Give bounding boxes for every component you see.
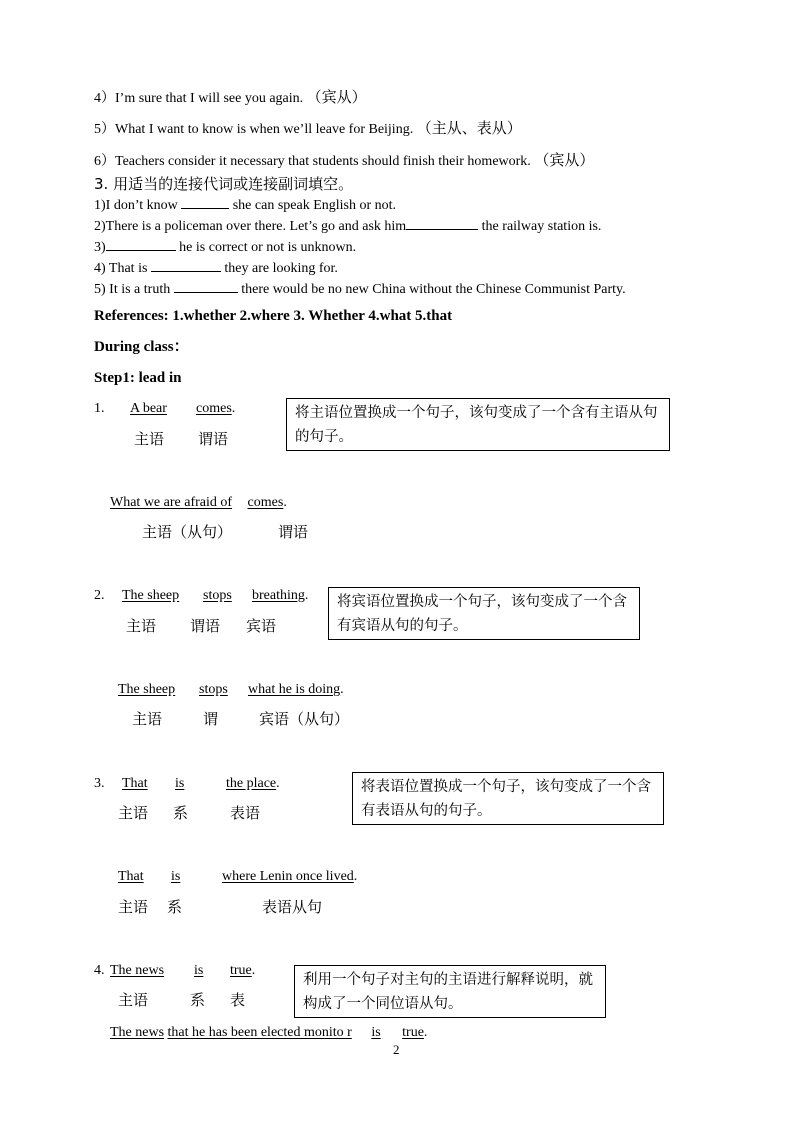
ex1-subject-text: A bear <box>130 401 167 416</box>
ex2-object-text: breathing <box>252 588 305 603</box>
q4-text-before: 4) That is <box>94 261 148 276</box>
exercise-q1 <box>94 199 396 213</box>
q3-blank <box>106 250 176 251</box>
ex4-predicative-text: true <box>230 963 252 978</box>
exercise-q2 <box>94 220 601 234</box>
exercise-q3 <box>94 241 356 255</box>
ex3-label-clause: 表语从句 <box>262 898 323 916</box>
ex1-label-verb: 谓语 <box>198 430 229 448</box>
ex1-verb <box>196 402 235 416</box>
ex4-label-link: 系 <box>190 991 206 1009</box>
ex2-label-clause: 宾语（从句） <box>259 710 350 728</box>
ex2-label-verb: 谓语 <box>190 617 221 635</box>
q1-blank <box>181 208 229 209</box>
ex1-label-verb-2: 谓语 <box>278 523 309 541</box>
ex3-subject-2: That <box>118 869 144 884</box>
ex2-label-subject-2: 主语 <box>132 710 163 728</box>
ex1-verb-2: comes <box>247 495 284 510</box>
exercise-q4 <box>94 262 338 276</box>
ex3-note-box: 将表语位置换成一个句子，该句变成了一个含有表语从句的句子。 <box>352 772 664 825</box>
ex2-note-box: 将宾语位置换成一个句子，该句变成了一个含有宾语从句的句子。 <box>328 587 640 640</box>
ex2-subject: The sheep <box>122 588 180 603</box>
ex2-period: . <box>304 588 309 603</box>
sentence-5-note: （主从、表从） <box>416 119 522 137</box>
ex1-label-clause: 主语（从句） <box>142 523 233 541</box>
ex4-appositive-clause: that he has been elected monito r <box>167 1025 352 1040</box>
q3-text-before: 3) <box>94 240 106 255</box>
q5-text-after: there would be no new China without the Chinese Communist Party. <box>241 282 626 297</box>
ex3-predicative <box>226 777 280 791</box>
q2-text-after: the railway station is. <box>481 219 602 234</box>
ex2-number: 2. <box>94 588 105 603</box>
ex1-verb-text: comes <box>196 401 232 416</box>
ex3-predicative-clause-text: where Lenin once lived <box>222 869 354 884</box>
ex3-label-link: 系 <box>173 804 189 822</box>
sentence-6-note: （宾从） <box>534 151 595 169</box>
q2-text-before: 2)There is a policeman over there. Let’s go and ask him <box>94 219 407 234</box>
ex3-link: is <box>175 776 185 791</box>
ex4-link: is <box>194 963 204 978</box>
ex1-subject-clause: What we are afraid of <box>110 495 233 510</box>
ex1-number: 1. <box>94 401 105 416</box>
q1-text-after: she can speak English or not. <box>232 198 397 213</box>
sentence-4 <box>94 90 367 106</box>
q5-blank <box>174 292 238 293</box>
ex1-clause-line <box>110 496 287 510</box>
during-class-heading: During class： <box>94 339 189 355</box>
ex3-label-link-2: 系 <box>167 898 183 916</box>
sentence-5 <box>94 121 522 137</box>
exercise-q5 <box>94 283 626 297</box>
q5-text-before: 5) It is a truth <box>94 282 171 297</box>
sentence-4-note: （宾从） <box>306 88 367 106</box>
q4-text-after: they are looking for. <box>224 261 338 276</box>
references: References: 1.whether 2.where 3. Whether 4.what 5.that <box>94 308 453 324</box>
ex1-period: . <box>231 401 236 416</box>
ex2-label-verb-2: 谓 <box>203 710 219 728</box>
ex3-subject: That <box>122 776 148 791</box>
ex3-period: . <box>276 776 280 791</box>
ex4-label-subject: 主语 <box>118 991 149 1009</box>
ex4-predicative-2: true <box>402 1025 424 1040</box>
sentence-4-en: 4）I’m sure that I will see you again. <box>94 91 304 106</box>
ex2-subject-2: The sheep <box>118 682 176 697</box>
ex2-period-2: . <box>340 682 344 697</box>
ex4-link-2: is <box>371 1025 381 1040</box>
ex3-number: 3. <box>94 776 105 791</box>
ex3-period-2: . <box>353 869 358 884</box>
q4-blank <box>151 271 221 272</box>
ex2-verb: stops <box>203 588 232 603</box>
ex2-label-subject: 主语 <box>126 617 157 635</box>
sentence-6 <box>94 153 594 169</box>
q2-blank <box>406 229 478 230</box>
ex2-object-clause <box>248 683 344 697</box>
ex4-note-box: 利用一个句子对主句的主语进行解释说明，就构成了一个同位语从句。 <box>294 965 606 1018</box>
ex4-subject-2: The news <box>110 1025 165 1040</box>
page-number: 2 <box>393 1042 400 1057</box>
ex3-label-subject: 主语 <box>118 804 149 822</box>
ex4-period: . <box>251 963 256 978</box>
ex1-label-subject: 主语 <box>134 430 165 448</box>
ex1-note-box: 将主语位置换成一个句子，该句变成了一个含有主语从句的句子。 <box>286 398 670 451</box>
q1-text-before: 1)I don’t know <box>94 198 178 213</box>
ex3-label-predicative: 表语 <box>230 804 261 822</box>
ex4-period-2: . <box>423 1025 428 1040</box>
ex2-label-object: 宾语 <box>246 617 277 635</box>
ex2-object-clause-text: what he is doing <box>248 682 341 697</box>
ex2-object <box>252 589 308 603</box>
step1-heading: Step1: lead in <box>94 370 182 386</box>
exercise-heading: 3. 用适当的连接代词或连接副词填空。 <box>94 175 354 193</box>
ex3-label-subject-2: 主语 <box>118 898 149 916</box>
ex4-number: 4. <box>94 963 105 978</box>
ex1-subject <box>122 402 171 416</box>
q3-text-after: he is correct or not is unknown. <box>179 240 357 255</box>
sentence-6-en: 6）Teachers consider it necessary that students should finish their homework. <box>94 154 531 169</box>
sentence-5-en: 5）What I want to know is when we’ll leave for Beijing. <box>94 122 414 137</box>
ex4-subject: The news <box>110 963 165 978</box>
ex4-appositive-line <box>110 1026 427 1040</box>
ex3-predicative-clause <box>222 870 357 884</box>
ex2-verb-2: stops <box>199 682 228 697</box>
ex3-link-2: is <box>171 869 181 884</box>
ex4-predicative <box>230 964 255 978</box>
ex1-period-2: . <box>283 495 287 510</box>
ex3-predicative-text: the place <box>226 776 277 791</box>
ex4-label-predicative: 表 <box>230 991 246 1009</box>
